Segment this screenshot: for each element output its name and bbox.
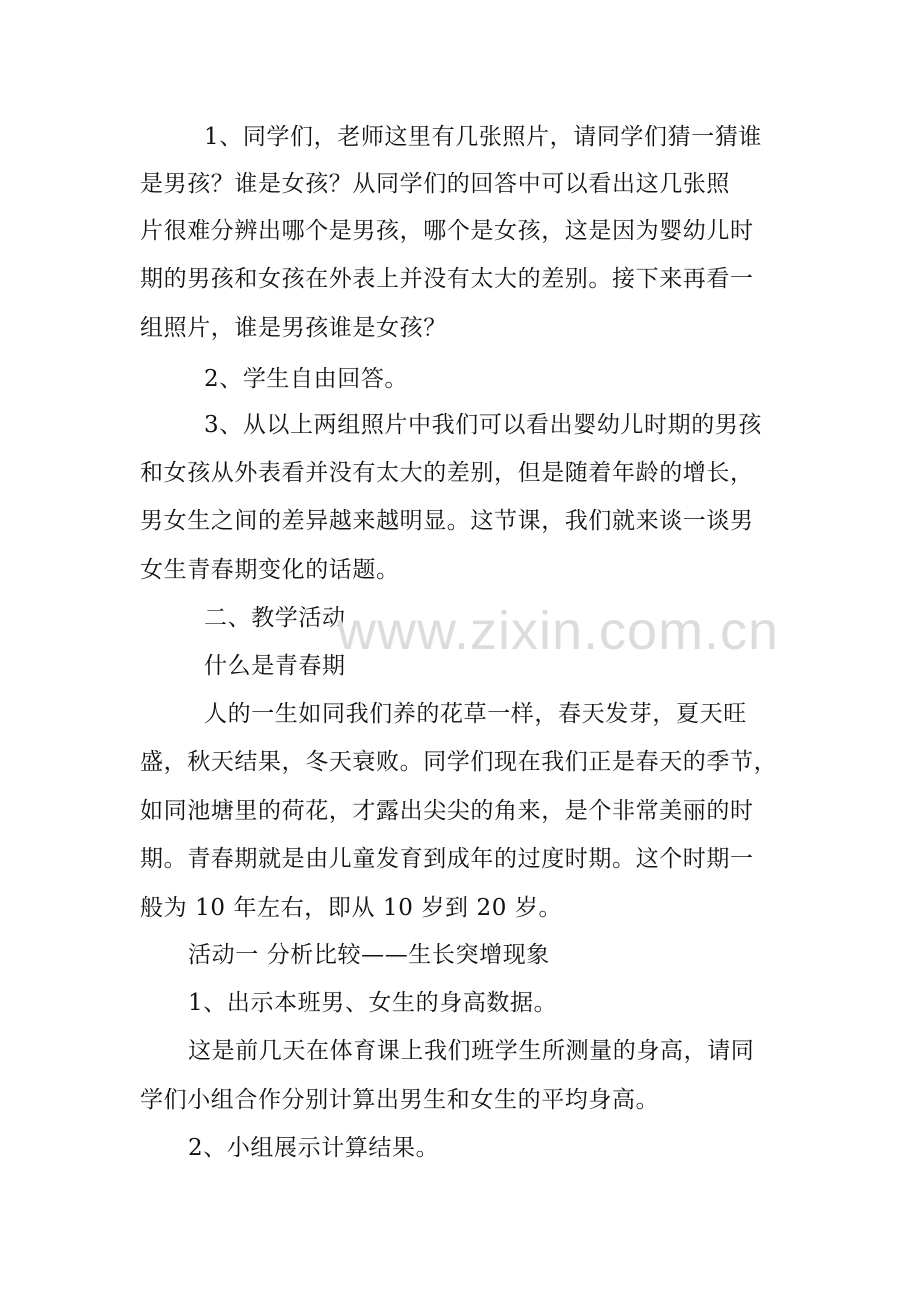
text-line: 如同池塘里的荷花，才露出尖尖的角来，是个非常美丽的时 (140, 798, 754, 824)
text-line: 是男孩？谁是女孩？从同学们的回答中可以看出这几张照 (140, 171, 730, 197)
text-line: 男女生之间的差异越来越明显。这节课，我们就来谈一谈男 (140, 508, 754, 534)
section-heading: 二、教学活动 (204, 605, 346, 631)
text-line: 组照片，谁是男孩谁是女孩？ (140, 315, 447, 341)
text-line: 人的一生如同我们养的花草一样，春天发芽，夏天旺 (204, 701, 747, 727)
text-line: 般为 10 年左右，即从 10 岁到 20 岁。 (140, 895, 563, 921)
text-line: 片很难分辨出哪个是男孩，哪个是女孩，这是因为婴幼儿时 (140, 218, 754, 244)
text-line: 学们小组合作分别计算出男生和女生的平均身高。 (140, 1087, 660, 1113)
activity-heading: 活动一 分析比较——生长突增现象 (188, 942, 550, 968)
subsection-heading: 什么是青春期 (204, 653, 346, 679)
text-line: 2、学生自由回答。 (204, 366, 409, 392)
text-line: 和女孩从外表看并没有太大的差别，但是随着年龄的增长， (140, 460, 754, 486)
text-line: 3、从以上两组照片中我们可以看出婴幼儿时期的男孩 (204, 412, 763, 438)
text-line: 1、出示本班男、女生的身高数据。 (188, 990, 558, 1016)
text-line: 女生青春期变化的话题。 (140, 557, 400, 583)
text-line: 1、同学们，老师这里有几张照片，请同学们猜一猜谁 (204, 124, 763, 150)
text-line: 2、小组展示计算结果。 (188, 1135, 440, 1161)
text-line: 期。青春期就是由儿童发育到成年的过度时期。这个时期一 (140, 846, 754, 872)
text-line: 这是前几天在体育课上我们班学生所测量的身高，请同 (188, 1038, 755, 1064)
text-line: 盛，秋天结果，冬天衰败。同学们现在我们正是春天的季节， (140, 749, 778, 775)
text-line: 期的男孩和女孩在外表上并没有太大的差别。接下来再看一 (140, 266, 754, 292)
watermark: www.zixin.com.cn (337, 601, 780, 661)
